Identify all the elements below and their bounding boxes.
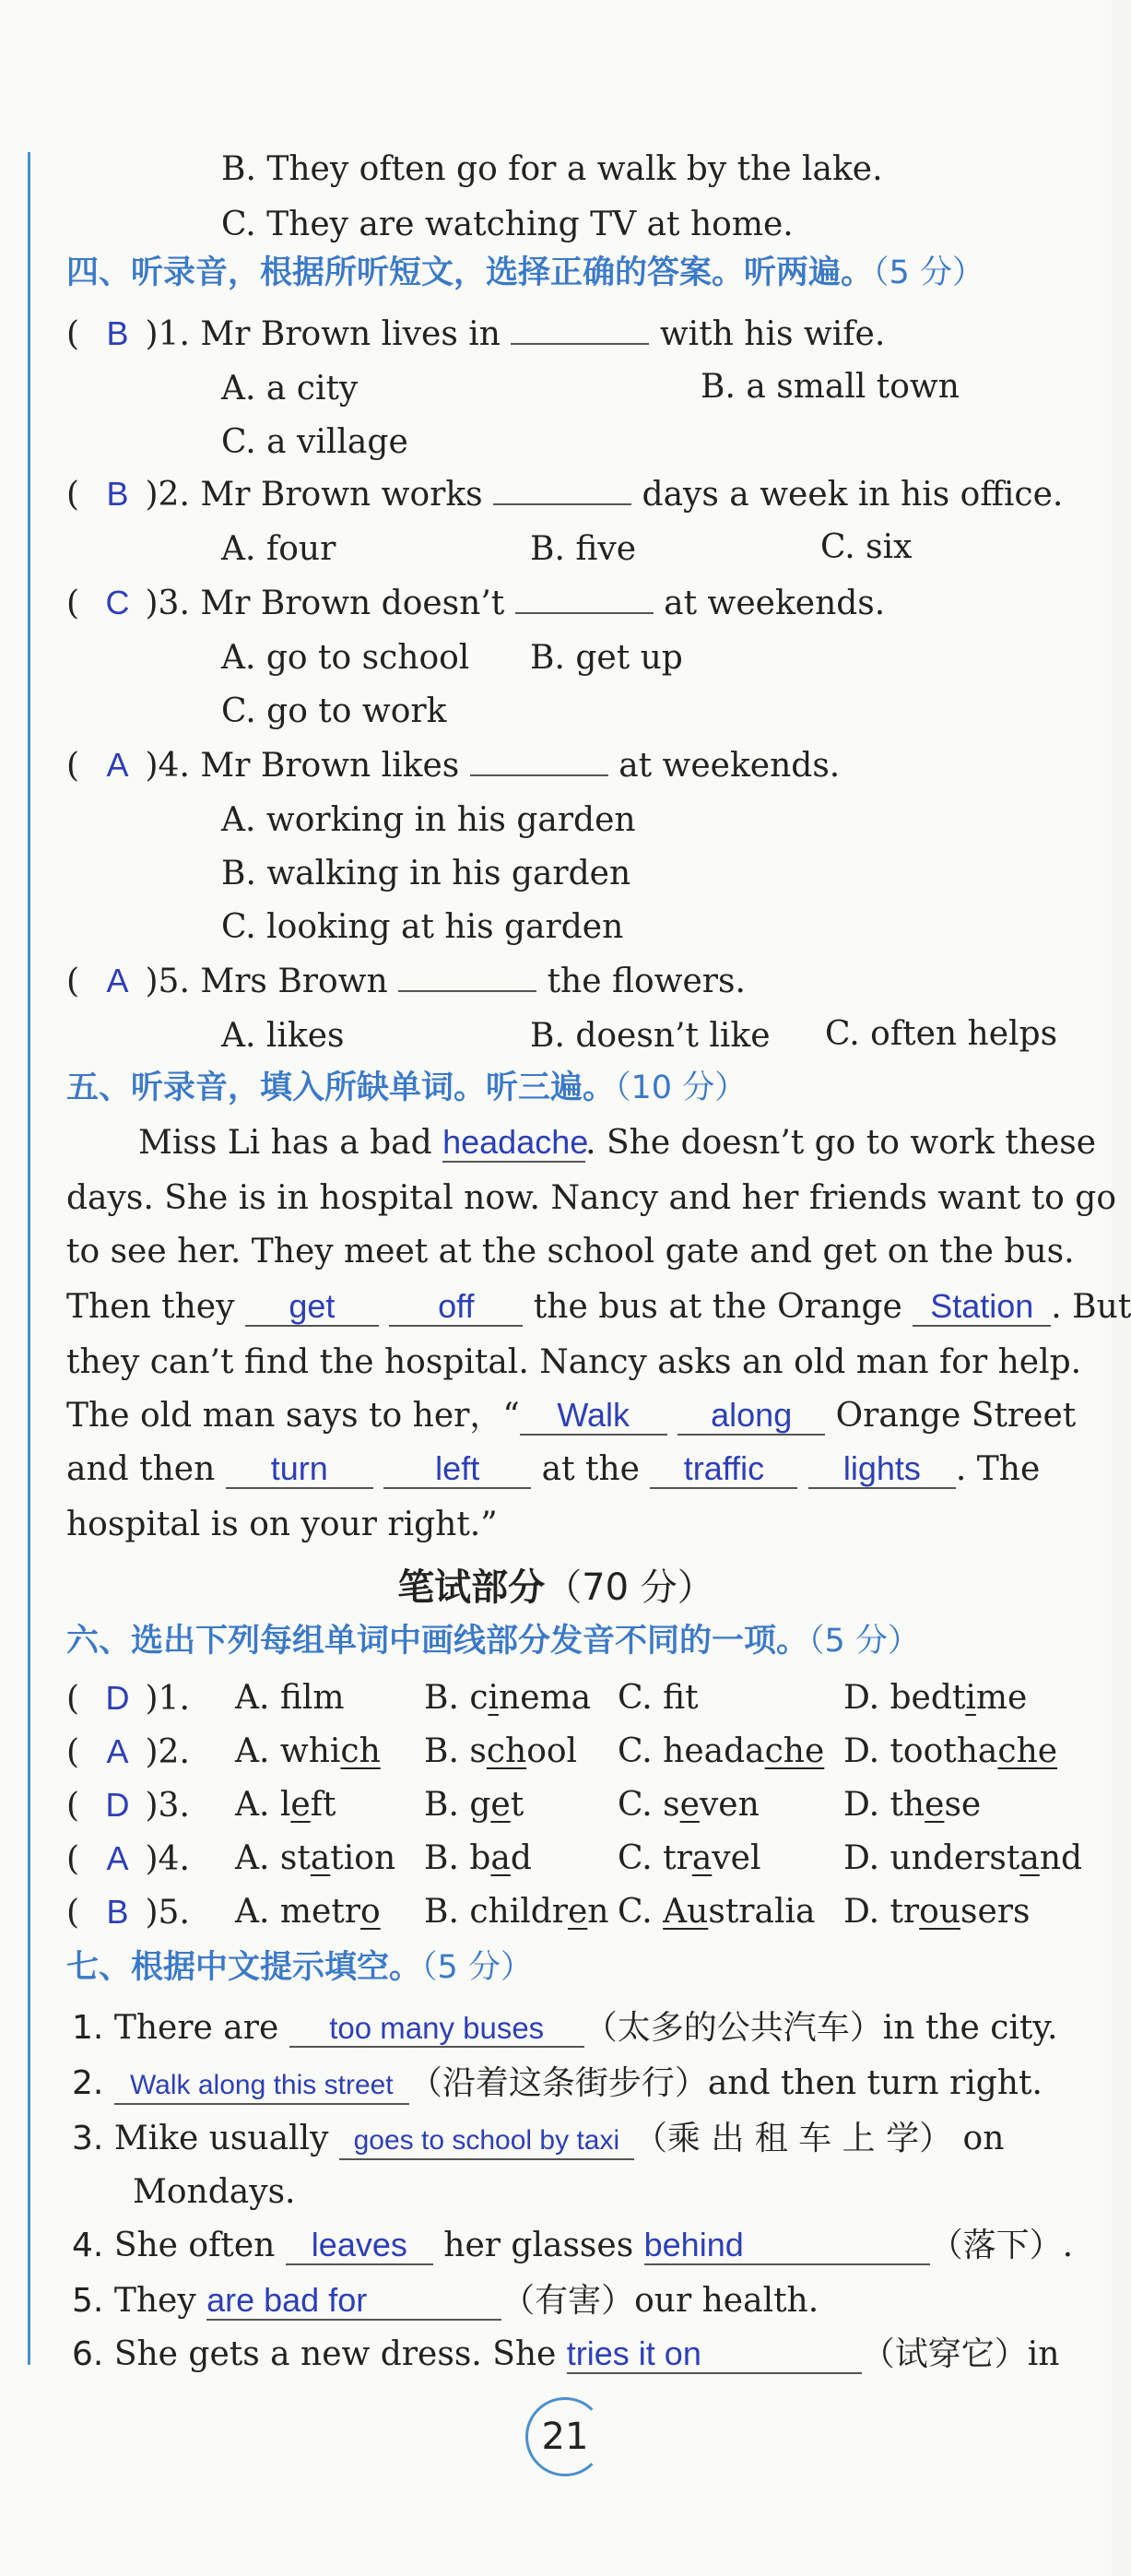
answer-mark: A <box>106 746 129 784</box>
s6-option-d: D. toothache <box>843 1732 1058 1770</box>
s5-line4: Then they get off the bus at the Orange Station . But <box>66 1287 1131 1326</box>
s6-option-c: C. ft <box>618 1679 699 1717</box>
fill-answer: Walk <box>557 1396 630 1434</box>
s6-option-c: C. Australia <box>618 1893 816 1931</box>
s5-line1: Miss Li has a bad headache. She doesn’t go to work these <box>138 1123 1097 1162</box>
s5-line6: The old man says to her，“ Walk along Orange Street <box>66 1396 1077 1435</box>
s4-q4: ( A )4. Mr Brown likes at weekends. <box>66 743 840 788</box>
s4-q3-optB: B. get up <box>530 639 683 677</box>
answer-mark: C <box>105 584 130 621</box>
prev-option-c: C. They are watching TV at home. <box>221 206 794 243</box>
s5-line3: to see her. They meet at the school gate and get on the bus. <box>66 1233 1075 1270</box>
fill-answer: turn <box>270 1449 328 1487</box>
s6-option-c: C. seven <box>618 1786 760 1824</box>
s7-q3-cont: Mondays. <box>133 2173 296 2211</box>
s4-q5-optA: A. likes <box>221 1017 345 1055</box>
fill-answer: Station <box>930 1287 1034 1325</box>
written-part-title: 笔试部分（70 分） <box>397 1566 714 1609</box>
answer-mark: D <box>105 1679 130 1717</box>
s6-option-d: D. trousers <box>843 1893 1031 1931</box>
s4-q3-optA: A. go to school <box>221 639 470 677</box>
s6-option-d: D. bedtime <box>843 1679 1028 1717</box>
answer-mark: B <box>106 314 129 352</box>
s6-option-a: A. station <box>235 1839 396 1877</box>
s4-q5-optB: B. doesn’t like <box>530 1017 771 1055</box>
s7-q1: 1. There are too many buses （太多的公共汽车）in the city. <box>72 2009 1058 2047</box>
s7-q6: 6. She gets a new dress. She tries it on （试穿它）in <box>72 2334 1060 2373</box>
fill-answer: left <box>435 1449 480 1487</box>
section6-heading: 六、选出下列每组单词中画线部分发音不同的一项。（5 分） <box>66 1623 920 1660</box>
s4-q3-optC: C. go to work <box>221 692 447 730</box>
s6-option-a: A. metro <box>235 1893 381 1931</box>
fill-answer: traffic <box>683 1449 765 1487</box>
s6-option-b: B. cinema <box>424 1679 592 1717</box>
s6-option-b: B. bad <box>424 1839 532 1877</box>
s4-q2-optA: A. four <box>221 530 336 568</box>
page-number: 21 <box>525 2397 605 2476</box>
fill-answer: off <box>438 1287 475 1325</box>
blank <box>493 503 631 505</box>
answer-mark: A <box>106 1839 129 1877</box>
fill-answer: lights <box>842 1449 921 1487</box>
s6-row: ( D )1. <box>66 1676 190 1721</box>
margin-rule <box>28 152 30 2365</box>
section4-heading: 四、听录音，根据所听短文，选择正确的答案。听两遍。（5 分） <box>66 254 984 291</box>
section5-heading: 五、听录音，填入所缺单词。听三遍。（10 分） <box>66 1069 748 1106</box>
fill-answer: are bad for <box>206 2281 368 2319</box>
fill-answer: too many buses <box>329 2011 545 2045</box>
blank <box>515 612 654 614</box>
prev-option-b: B. They often go for a walk by the lake. <box>221 150 883 188</box>
s4-q2: ( B )2. Mr Brown works days a week in his office. <box>66 472 1063 517</box>
s4-q5-optC: C. often helps <box>825 1015 1058 1053</box>
s4-q1-optA: A. a city <box>221 370 359 408</box>
answer-mark: A <box>106 962 129 999</box>
s6-option-a: A. which <box>235 1732 381 1770</box>
answer-mark: D <box>105 1786 130 1824</box>
fill-answer: behind <box>643 2226 744 2263</box>
s5-line7: and then turn left at the traffic lights . The <box>66 1449 1041 1488</box>
answer-mark: A <box>106 1732 129 1770</box>
fill-answer: get <box>289 1287 336 1325</box>
s4-q5: ( A )5. Mrs Brown the flowers. <box>66 959 746 1004</box>
blank <box>470 774 608 776</box>
s4-q4-optA: A. working in his garden <box>221 801 636 839</box>
s4-q3: ( C )3. Mr Brown doesn’t at weekends. <box>66 581 885 626</box>
s6-option-b: B. children <box>424 1893 609 1931</box>
s7-q4: 4. She often leaves her glasses behind （落下）. <box>72 2226 1074 2264</box>
s5-line2: days. She is in hospital now. Nancy and her friends want to go <box>66 1179 1116 1217</box>
answer-mark: B <box>106 1893 129 1931</box>
fill-answer: leaves <box>311 2226 407 2263</box>
s4-q2-optB: B. five <box>530 530 636 568</box>
s5-line8: hospital is on your right.” <box>66 1506 498 1543</box>
blank <box>511 343 649 345</box>
s6-option-d: D. understand <box>843 1839 1083 1877</box>
s6-option-a: A. flm <box>235 1679 345 1717</box>
section7-heading: 七、根据中文提示填空。（5 分） <box>66 1949 533 1986</box>
s4-q1: ( B )1. Mr Brown lives in with his wife. <box>66 312 885 357</box>
s6-row: ( B )5. <box>66 1890 190 1935</box>
s4-q4-optB: B. walking in his garden <box>221 855 631 892</box>
s4-q4-optC: C. looking at his garden <box>221 908 624 946</box>
s6-option-a: A. left <box>235 1786 336 1824</box>
fill-answer: along <box>711 1396 793 1434</box>
fill-answer: headache <box>442 1123 589 1161</box>
s6-option-b: B. school <box>424 1732 578 1770</box>
s4-q2-optC: C. six <box>820 528 913 566</box>
blank <box>398 990 536 992</box>
s4-q1-optB: B. a small town <box>701 368 960 406</box>
fill-answer: tries it on <box>566 2334 701 2372</box>
fill-answer: Walk along this street <box>129 2070 394 2100</box>
s6-option-d: D. these <box>843 1786 982 1824</box>
s5-line5: they can’t find the hospital. Nancy asks an old man for help. <box>66 1343 1082 1381</box>
s7-q2: 2. Walk along this street （沿着这条街步行）and then turn right. <box>72 2062 1043 2106</box>
s6-option-c: C. headache <box>618 1732 825 1770</box>
s7-q5: 5. They are bad for （有害）our health. <box>72 2281 819 2320</box>
answer-mark: B <box>106 475 129 513</box>
s6-option-c: C. travel <box>618 1839 761 1877</box>
fill-answer: goes to school by taxi <box>353 2125 620 2156</box>
s7-q3: 3. Mike usually goes to school by taxi （乘 出 租 车 上 学） on <box>72 2117 1004 2161</box>
s6-row: ( A )2. <box>66 1730 190 1775</box>
s6-row: ( D )3. <box>66 1783 190 1828</box>
s6-option-b: B. get <box>424 1786 524 1824</box>
s4-q1-optC: C. a village <box>221 423 408 461</box>
s6-row: ( A )4. <box>66 1837 190 1882</box>
